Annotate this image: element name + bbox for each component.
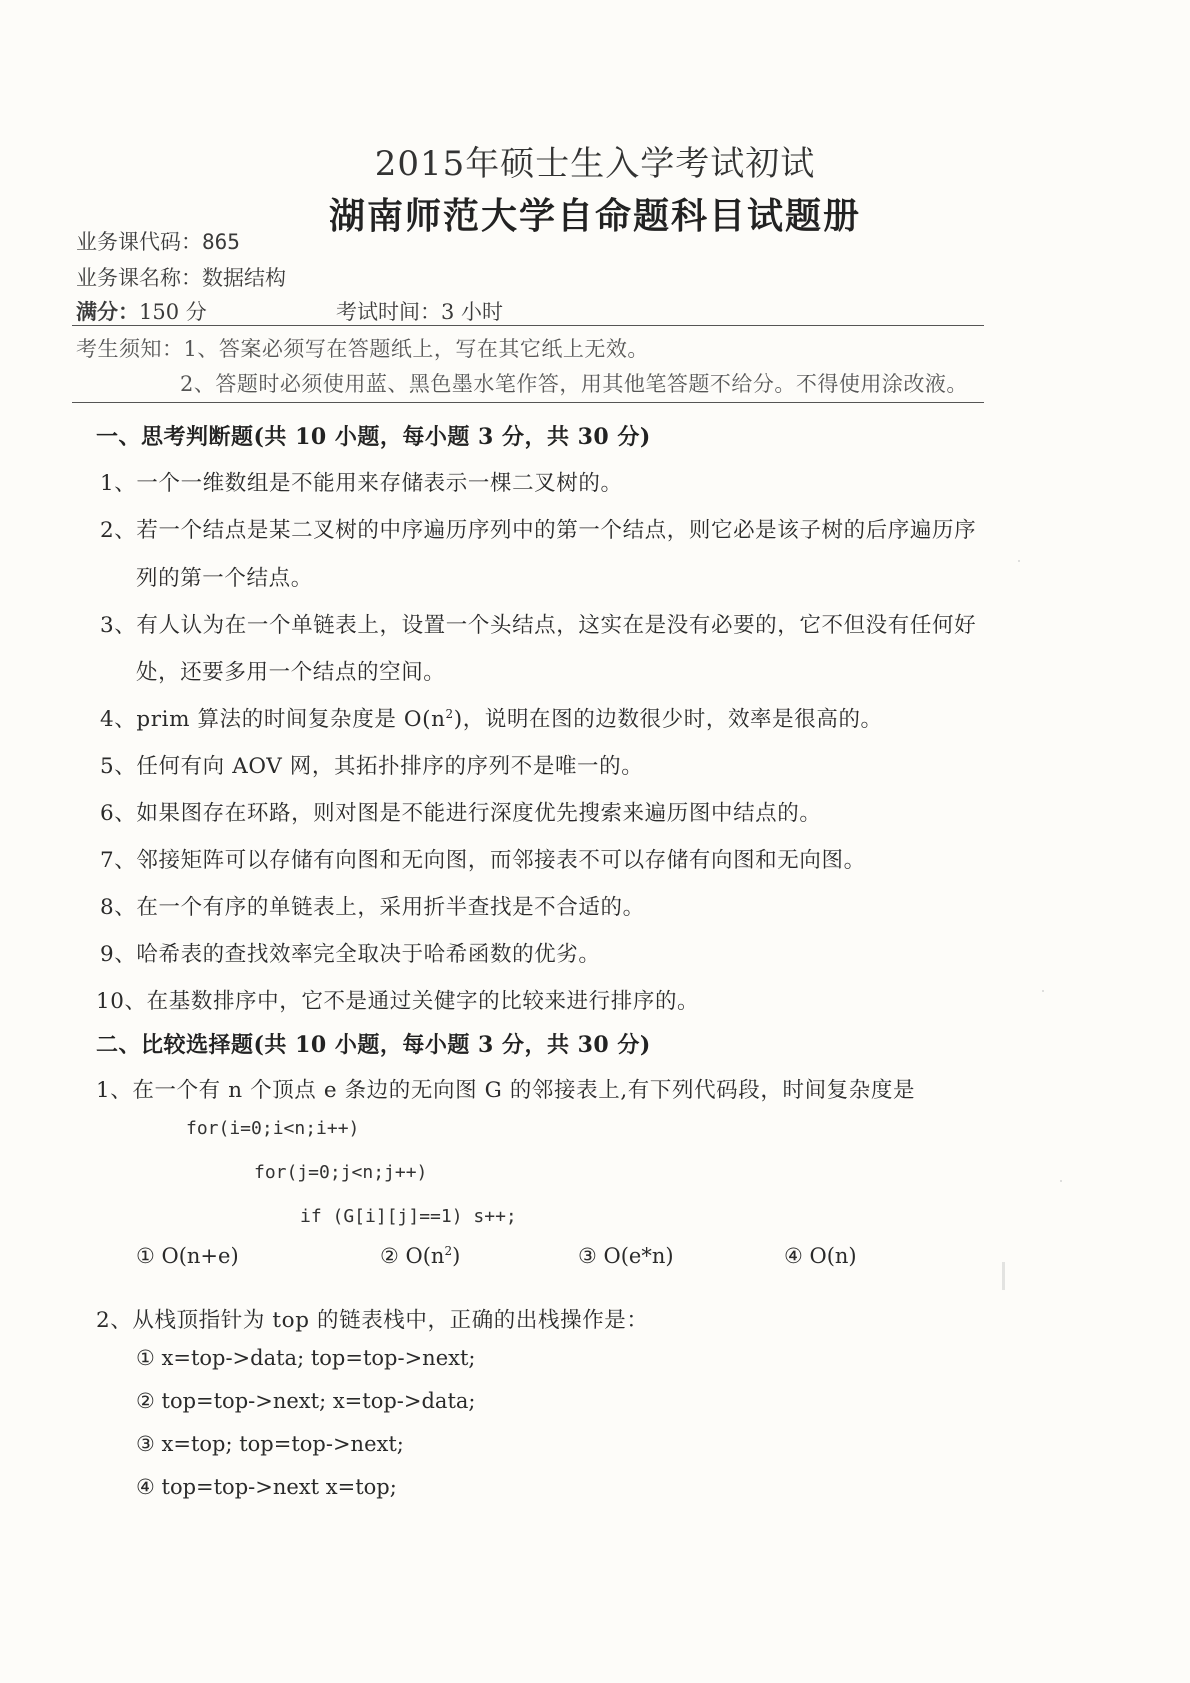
code-line-3: if (G[i][j]==1) s++;	[300, 1206, 517, 1227]
section-1-title: 一、思考判断题(共 10 小题，每小题 3 分，共 30 分)	[96, 424, 651, 450]
s1-question-7: 7、邻接矩阵可以存储有向图和无向图，而邻接表不可以存储有向图和无向图。	[100, 848, 866, 873]
s1-question-6: 6、如果图存在环路，则对图是不能进行深度优先搜索来遍历图中结点的。	[100, 801, 822, 826]
divider-top	[72, 325, 984, 326]
notice-line-1	[76, 333, 649, 363]
scan-artifact	[1002, 1262, 1005, 1290]
s2-q1-option-2	[380, 1244, 460, 1268]
s1-question-9: 9、哈希表的查找效率完全取决于哈希函数的优劣。	[100, 942, 601, 967]
s2-q1-option-2-pre: ② O(n	[380, 1244, 445, 1268]
s1-question-3-line-2: 处，还要多用一个结点的空间。	[136, 660, 446, 685]
s2-q1-option-3: ③ O(e*n)	[578, 1244, 674, 1268]
scan-artifact	[1042, 990, 1044, 992]
s2-q2-option-1: ① x=top->data; top=top->next;	[136, 1346, 476, 1370]
s2-q2-option-3: ③ x=top; top=top->next;	[136, 1432, 404, 1456]
notice-item-1: 1、答案必须写在答题纸上，写在其它纸上无效。	[183, 337, 649, 361]
full-score	[76, 296, 207, 326]
course-name-value: 数据结构	[202, 266, 286, 290]
scan-artifact	[1060, 1180, 1062, 1182]
s2-q1-option-4: ④ O(n)	[784, 1244, 857, 1268]
s1-question-2-line-1: 2、若一个结点是某二叉树的中序遍历序列中的第一个结点，则它必是该子树的后序遍历序	[100, 518, 977, 543]
s1-question-5: 5、任何有向 AOV 网，其拓扑排序的序列不是唯一的。	[100, 754, 644, 779]
exam-duration-label: 考试时间：	[336, 300, 441, 324]
full-score-label: 满分：	[76, 299, 139, 324]
s1-question-8: 8、在一个有序的单链表上，采用折半查找是不合适的。	[100, 895, 645, 920]
s1-question-4	[100, 702, 883, 733]
s1-question-1: 1、一个一维数组是不能用来存储表示一棵二叉树的。	[100, 471, 623, 496]
s1-question-3-line-1: 3、有人认为在一个单链表上，设置一个头结点，这实在是没有必要的，它不但没有任何好	[100, 613, 977, 638]
exam-duration-value: 3 小时	[441, 300, 504, 324]
s2-q1-option-2-sup: 2	[444, 1244, 453, 1258]
notice-item-2: 2、答题时必须使用蓝、黑色墨水笔作答，用其他笔答题不给分。不得使用涂改液。	[180, 372, 968, 396]
course-code-label: 业务课代码：	[76, 230, 202, 254]
full-score-value: 150 分	[139, 300, 207, 324]
s1-question-4-pre: 4、prim 算法的时间复杂度是 O(n	[100, 707, 446, 732]
s1-question-2-line-2: 列的第一个结点。	[136, 566, 313, 591]
exam-subtitle: 湖南师范大学自命题科目试题册	[328, 196, 861, 237]
exam-duration	[336, 296, 503, 326]
section-2-title: 二、比较选择题(共 10 小题，每小题 3 分，共 30 分)	[96, 1032, 651, 1058]
code-line-1: for(i=0;i<n;i++)	[186, 1118, 360, 1139]
course-code	[76, 226, 240, 256]
divider-bottom	[72, 402, 984, 403]
exam-title: 2015年硕士生入学考试初试	[374, 144, 816, 184]
course-code-value: 865	[202, 230, 240, 254]
s1-question-4-sup: 2	[445, 706, 454, 721]
course-name	[76, 262, 286, 292]
course-name-label: 业务课名称：	[76, 266, 202, 290]
s1-question-10: 10、在基数排序中，它不是通过关健字的比较来进行排序的。	[96, 989, 700, 1014]
s2-question-1: 1、在一个有 n 个顶点 e 条边的无向图 G 的邻接表上,有下列代码段，时间复杂度是	[96, 1078, 916, 1103]
scan-artifact	[1018, 560, 1020, 562]
notice-label: 考生须知：	[76, 337, 184, 361]
s2-q1-option-1: ① O(n+e)	[136, 1244, 239, 1268]
s1-question-4-post: )，说明在图的边数很少时，效率是很高的。	[453, 707, 883, 732]
s2-question-2: 2、从栈顶指针为 top 的链表栈中，正确的出栈操作是：	[96, 1308, 649, 1333]
s2-q2-option-2: ② top=top->next; x=top->data;	[136, 1389, 476, 1413]
code-line-2: for(j=0;j<n;j++)	[254, 1162, 428, 1183]
s2-q1-option-2-post: )	[452, 1244, 461, 1268]
s2-q2-option-4: ④ top=top->next x=top;	[136, 1475, 397, 1499]
